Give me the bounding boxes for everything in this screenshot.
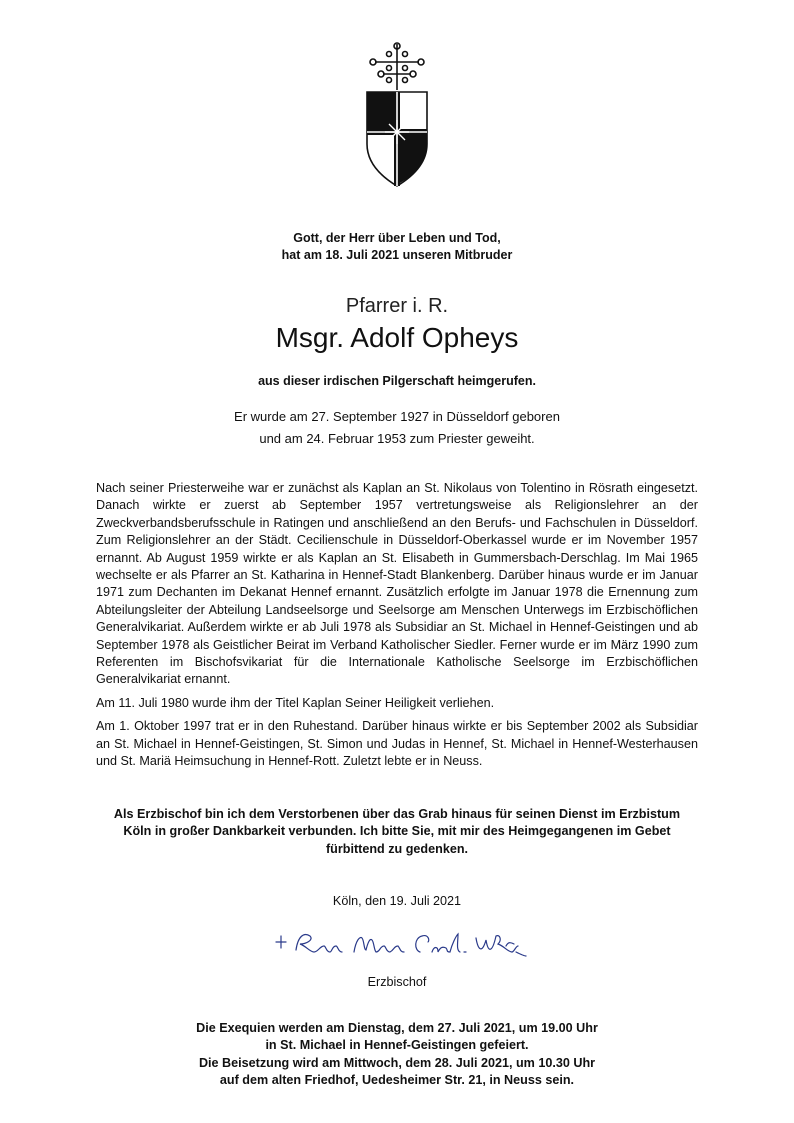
birth-ordination-text (0, 406, 794, 450)
called-home-text: aus dieser irdischen Pilgerschaft heimgerufen. (258, 374, 536, 388)
biography-paragraph-2: Am 11. Juli 1980 wurde ihm der Titel Kaplan Seiner Heiligkeit verliehen. (96, 695, 495, 710)
intro-line-1: Gott, der Herr über Leben und Tod, (293, 231, 501, 245)
deceased-title: Pfarrer i. R. (345, 295, 449, 317)
biography-paragraph-3: Am 1. Oktober 1997 trat er in den Ruhestand. Darüber hinaus wirkte er bis September 2002 als Subsidiar an St. Michael in Hennef-Geistingen, St. Simon und Judas in Hennef, St. Michael in Hennef-Westerhausen und St. Mariä Heimsuchung in Hennef-Rott. Zuletzt lebte er in Neuss. (96, 719, 698, 769)
archdiocese-crest-icon (361, 40, 433, 188)
ordination-line: und am 24. Februar 1953 zum Priester geweiht. (259, 431, 535, 446)
place-date: Köln, den 19. Juli 2021 (332, 894, 462, 908)
burial-line-2: auf dem alten Friedhof, Uedesheimer Str. 21, in Neuss sein. (219, 1073, 575, 1088)
birth-line: Er wurde am 27. September 1927 in Düsseldorf geboren (234, 409, 560, 424)
signatory-title: Erzbischof (367, 975, 427, 989)
intro-text (0, 230, 794, 264)
signature-icon (270, 922, 530, 966)
exequies-line-2: in St. Michael in Hennef-Geistingen gefeiert. (265, 1038, 529, 1053)
biography (96, 480, 698, 777)
deceased-name: Msgr. Adolf Opheys (275, 322, 519, 353)
archbishop-thanks: Als Erzbischof bin ich dem Verstorbenen über das Grab hinaus für seinen Dienst im Erzbistum Köln in großer Dankbarkeit verbunden. Ich bitte Sie, mit mir des Heimgegangenen im Gebet fürbittend zu gedenken. (113, 807, 681, 856)
burial-line-1: Die Beisetzung wird am Mittwoch, dem 28. Juli 2021, um 10.30 Uhr (198, 1055, 596, 1070)
intro-line-2: hat am 18. Juli 2021 unseren Mitbruder (281, 248, 513, 262)
biography-paragraph-1: Nach seiner Priesterweihe war er zunächst als Kaplan an St. Nikolaus von Tolentino in Rösrath eingesetzt. Danach wirkte er zuerst ab September 1957 vertretungsweise als Religionslehrer an der Zweckverbandsberufsschule in Ratingen und anschließend an den Berufs- und Fachschulen in Düsseldorf. Zum Religionslehrer an der Städt. Cecilienschule in Düsseldorf-Oberkassel wurde er im November 1957 ernannt. Ab August 1959 wirkte er als Kaplan an St. Elisabeth in Gummersbach-Derschlag. Im Mai 1965 wechselte er als Pfarrer an St. Katharina in Hennef-Stadt Blankenberg. Darüber hinaus wurde er im Januar 1971 zum Dechanten im Dekanat Hennef ernannt. Zusätzlich erfolgte im Januar 1978 die Ernennung zum Abteilungsleiter der Abteilung Landseelsorge und Seelsorge am Menschen Unterwegs im Erzbischöflichen Generalvikariat. Außerdem wirkte er ab Juli 1978 als Subsidiar an St. Michael in Hennef-Geistingen und ab September 1978 als Geistlicher Beirat im Verband Katholischer Siedler. Ferner wurde er im März 1990 zum Referenten im Bischofsvikariat für die Internationale Katholische Seelsorge im Erzbischöflichen Generalvikariat ernannt. (96, 481, 698, 687)
funeral-info (0, 1020, 794, 1090)
exequies-line-1: Die Exequien werden am Dienstag, dem 27. Juli 2021, um 19.00 Uhr (196, 1021, 598, 1035)
